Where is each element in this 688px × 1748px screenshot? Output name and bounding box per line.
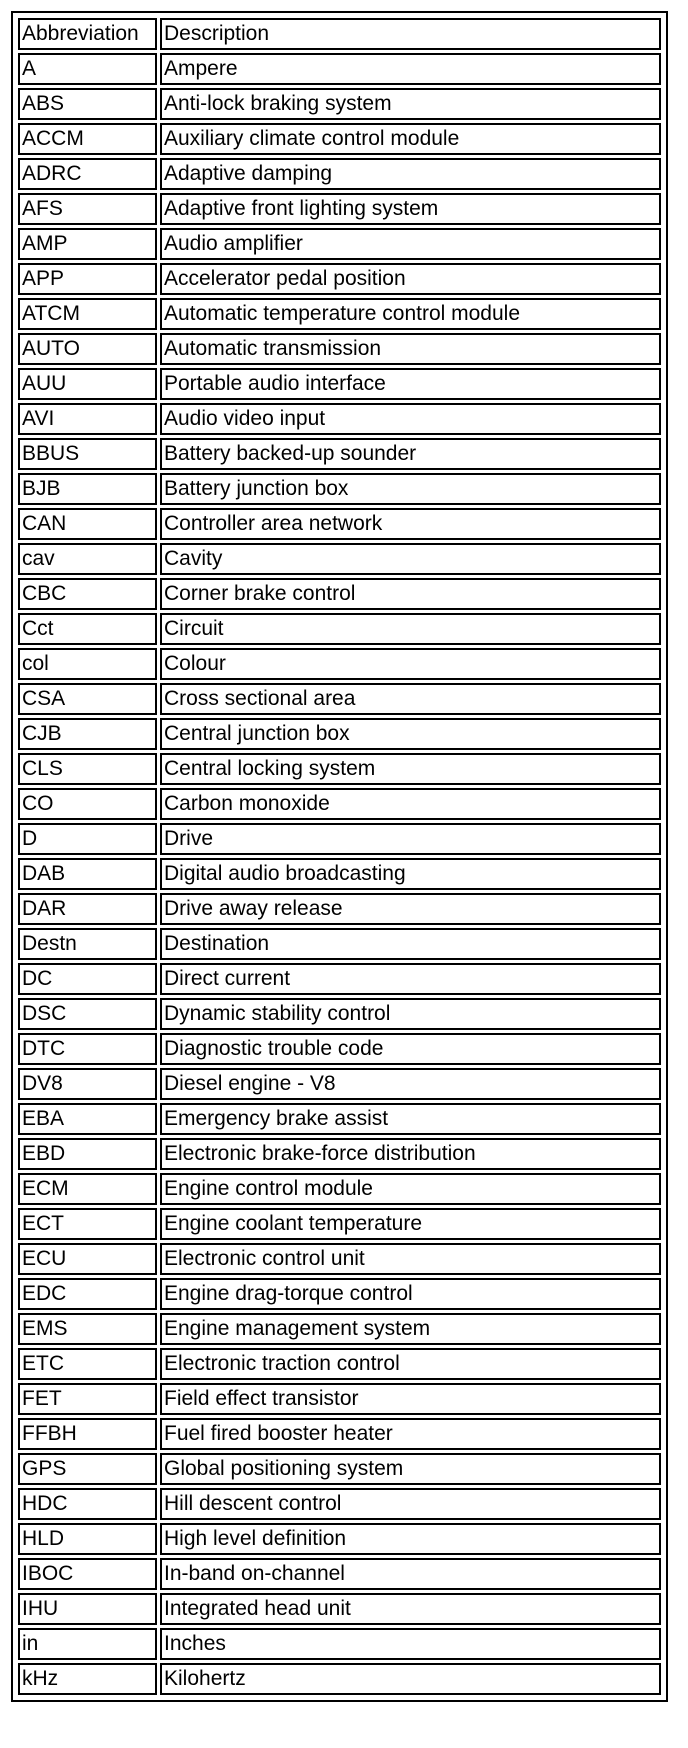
table-row: [18, 438, 661, 470]
abbreviation-cell: CBC: [18, 578, 157, 610]
table-row: [18, 788, 661, 820]
abbreviation-cell: kHz: [18, 1663, 157, 1695]
table-row: [18, 1628, 661, 1660]
abbreviation-cell: EDC: [18, 1278, 157, 1310]
table-row: [18, 928, 661, 960]
description-cell: Central junction box: [160, 718, 661, 750]
table-row: [18, 228, 661, 260]
description-cell: Battery backed-up sounder: [160, 438, 661, 470]
table-row: [18, 298, 661, 330]
table-row: [18, 1383, 661, 1415]
description-cell: Emergency brake assist: [160, 1103, 661, 1135]
description-cell: Field effect transistor: [160, 1383, 661, 1415]
description-cell: Inches: [160, 1628, 661, 1660]
abbreviation-cell: EMS: [18, 1313, 157, 1345]
table-row: [18, 403, 661, 435]
description-cell: Hill descent control: [160, 1488, 661, 1520]
abbreviation-cell: EBA: [18, 1103, 157, 1135]
abbreviation-cell: FET: [18, 1383, 157, 1415]
description-cell: Battery junction box: [160, 473, 661, 505]
abbreviation-cell: Destn: [18, 928, 157, 960]
table-row: [18, 1033, 661, 1065]
description-cell: Direct current: [160, 963, 661, 995]
description-cell: Adaptive damping: [160, 158, 661, 190]
header-description: Description: [160, 18, 661, 50]
abbreviation-cell: AMP: [18, 228, 157, 260]
abbreviation-cell: IBOC: [18, 1558, 157, 1590]
description-cell: Electronic control unit: [160, 1243, 661, 1275]
abbreviation-cell: ETC: [18, 1348, 157, 1380]
table-row: [18, 158, 661, 190]
abbreviation-cell: DSC: [18, 998, 157, 1030]
description-cell: Drive: [160, 823, 661, 855]
description-cell: Integrated head unit: [160, 1593, 661, 1625]
table-row: [18, 578, 661, 610]
description-cell: Ampere: [160, 53, 661, 85]
table-header-row: [18, 18, 661, 50]
abbreviation-cell: EBD: [18, 1138, 157, 1170]
abbreviation-cell: D: [18, 823, 157, 855]
description-cell: Portable audio interface: [160, 368, 661, 400]
table-row: [18, 193, 661, 225]
table-row: [18, 368, 661, 400]
abbreviation-cell: ECU: [18, 1243, 157, 1275]
table-row: [18, 1453, 661, 1485]
table-row: [18, 1593, 661, 1625]
description-cell: Dynamic stability control: [160, 998, 661, 1030]
description-cell: Engine coolant temperature: [160, 1208, 661, 1240]
description-cell: Central locking system: [160, 753, 661, 785]
abbreviation-cell: CO: [18, 788, 157, 820]
table-row: [18, 508, 661, 540]
table-row: [18, 753, 661, 785]
table-row: [18, 1138, 661, 1170]
abbreviation-cell: A: [18, 53, 157, 85]
description-cell: Fuel fired booster heater: [160, 1418, 661, 1450]
abbreviation-cell: AFS: [18, 193, 157, 225]
abbreviation-cell: ABS: [18, 88, 157, 120]
abbreviation-cell: FFBH: [18, 1418, 157, 1450]
abbreviation-cell: ECT: [18, 1208, 157, 1240]
abbreviation-cell: BJB: [18, 473, 157, 505]
description-cell: Kilohertz: [160, 1663, 661, 1695]
abbreviation-cell: AUU: [18, 368, 157, 400]
table-row: [18, 718, 661, 750]
abbreviation-cell: DTC: [18, 1033, 157, 1065]
abbreviation-cell: ECM: [18, 1173, 157, 1205]
description-cell: Drive away release: [160, 893, 661, 925]
description-cell: Automatic temperature control module: [160, 298, 661, 330]
table-row: [18, 1523, 661, 1555]
table-row: [18, 333, 661, 365]
abbreviation-cell: IHU: [18, 1593, 157, 1625]
table-row: [18, 1418, 661, 1450]
abbreviation-cell: ADRC: [18, 158, 157, 190]
table-row: [18, 1348, 661, 1380]
table-row: [18, 53, 661, 85]
description-cell: Circuit: [160, 613, 661, 645]
abbreviation-cell: GPS: [18, 1453, 157, 1485]
table-row: [18, 1208, 661, 1240]
description-cell: Accelerator pedal position: [160, 263, 661, 295]
description-cell: Cavity: [160, 543, 661, 575]
table-row: [18, 613, 661, 645]
table-row: [18, 998, 661, 1030]
abbreviation-cell: BBUS: [18, 438, 157, 470]
table-row: [18, 1103, 661, 1135]
header-abbreviation: Abbreviation: [18, 18, 157, 50]
abbreviation-cell: HLD: [18, 1523, 157, 1555]
description-cell: Adaptive front lighting system: [160, 193, 661, 225]
description-cell: Auxiliary climate control module: [160, 123, 661, 155]
table-row: [18, 88, 661, 120]
description-cell: Corner brake control: [160, 578, 661, 610]
description-cell: Electronic traction control: [160, 1348, 661, 1380]
table-row: [18, 1558, 661, 1590]
description-cell: Anti-lock braking system: [160, 88, 661, 120]
table-row: [18, 1173, 661, 1205]
table-row: [18, 1068, 661, 1100]
description-cell: Digital audio broadcasting: [160, 858, 661, 890]
table-row: [18, 123, 661, 155]
description-cell: Diesel engine - V8: [160, 1068, 661, 1100]
abbreviation-cell: CSA: [18, 683, 157, 715]
abbreviation-cell: DV8: [18, 1068, 157, 1100]
abbreviation-cell: DAB: [18, 858, 157, 890]
table-row: [18, 1278, 661, 1310]
table-row: [18, 263, 661, 295]
abbreviation-cell: CLS: [18, 753, 157, 785]
description-cell: Engine management system: [160, 1313, 661, 1345]
table-row: [18, 1663, 661, 1695]
abbreviation-cell: ATCM: [18, 298, 157, 330]
table-row: [18, 1243, 661, 1275]
table-row: [18, 683, 661, 715]
description-cell: Automatic transmission: [160, 333, 661, 365]
abbreviation-cell: DC: [18, 963, 157, 995]
table-row: [18, 648, 661, 680]
description-cell: Diagnostic trouble code: [160, 1033, 661, 1065]
description-cell: Audio video input: [160, 403, 661, 435]
table-row: [18, 543, 661, 575]
table-row: [18, 1313, 661, 1345]
description-cell: Cross sectional area: [160, 683, 661, 715]
description-cell: Destination: [160, 928, 661, 960]
table-row: [18, 1488, 661, 1520]
description-cell: Engine drag-torque control: [160, 1278, 661, 1310]
abbreviation-cell: in: [18, 1628, 157, 1660]
description-cell: High level definition: [160, 1523, 661, 1555]
description-cell: Colour: [160, 648, 661, 680]
abbreviations-table-frame: [11, 11, 668, 1702]
table-row: [18, 893, 661, 925]
abbreviation-cell: AUTO: [18, 333, 157, 365]
abbreviation-cell: CJB: [18, 718, 157, 750]
description-cell: Engine control module: [160, 1173, 661, 1205]
table-body: [18, 53, 661, 1695]
abbreviation-cell: DAR: [18, 893, 157, 925]
abbreviation-cell: CAN: [18, 508, 157, 540]
description-cell: Carbon monoxide: [160, 788, 661, 820]
table-row: [18, 823, 661, 855]
table-row: [18, 858, 661, 890]
table-row: [18, 473, 661, 505]
abbreviation-cell: Cct: [18, 613, 157, 645]
description-cell: Controller area network: [160, 508, 661, 540]
abbreviation-cell: ACCM: [18, 123, 157, 155]
description-cell: In-band on-channel: [160, 1558, 661, 1590]
abbreviation-cell: col: [18, 648, 157, 680]
description-cell: Global positioning system: [160, 1453, 661, 1485]
abbreviation-cell: HDC: [18, 1488, 157, 1520]
table-row: [18, 963, 661, 995]
description-cell: Audio amplifier: [160, 228, 661, 260]
description-cell: Electronic brake-force distribution: [160, 1138, 661, 1170]
abbreviation-cell: cav: [18, 543, 157, 575]
abbreviation-cell: APP: [18, 263, 157, 295]
abbreviations-table: [15, 15, 664, 1698]
abbreviation-cell: AVI: [18, 403, 157, 435]
